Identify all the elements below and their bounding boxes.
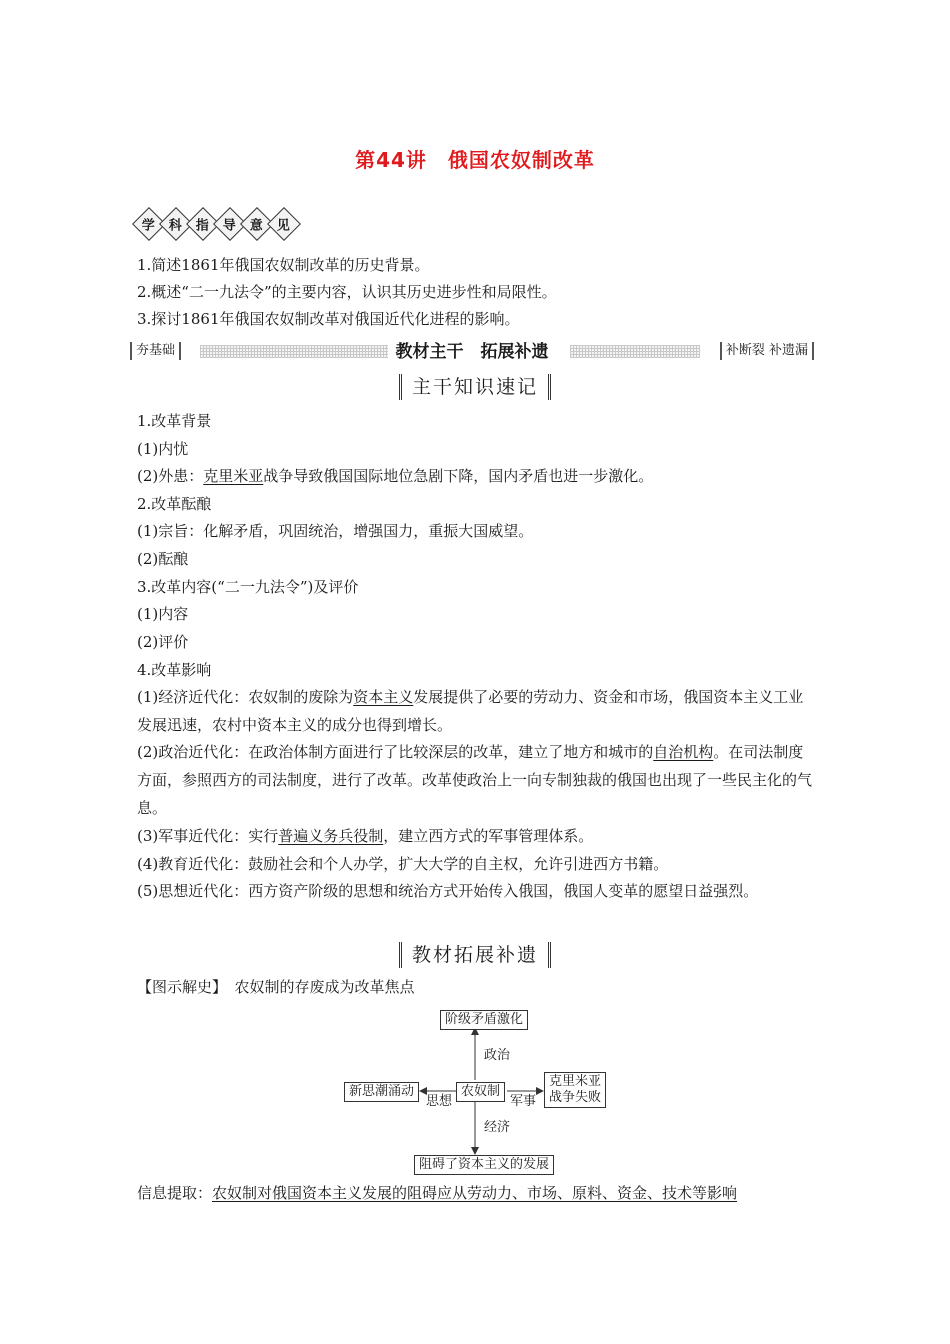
paragraph: (5)思想近代化：西方资产阶级的思想和统治方式开始传入俄国，俄国人变革的愿望日益强烈。 bbox=[137, 882, 759, 900]
guide-item: 1.简述1861年俄国农奴制改革的历史背景。 bbox=[137, 256, 430, 274]
diagram-label-economy: 经济 bbox=[484, 1120, 511, 1135]
guide-item: 2.概述“二一九法令”的主要内容，认识其历史进步性和局限性。 bbox=[137, 283, 557, 301]
badge-char: 意 bbox=[250, 218, 264, 234]
text-line: (1)内容 bbox=[137, 605, 189, 623]
paragraph: (4)教育近代化：鼓励社会和个人办学，扩大大学的自主权，允许引进西方书籍。 bbox=[137, 855, 669, 873]
paragraph: (3)军事近代化：实行普遍义务兵役制，建立西方式的军事管理体系。 bbox=[137, 827, 594, 845]
guide-item: 3.探讨1861年俄国农奴制改革对俄国近代化进程的影响。 bbox=[137, 310, 520, 328]
diagram-node-right: 克里米亚 战争失败 bbox=[544, 1072, 606, 1108]
text-line: 4.改革影响 bbox=[137, 661, 212, 679]
text-line: (2)外患：克里米亚战争导致俄国国际地位急剧下降，国内矛盾也进一步激化。 bbox=[137, 467, 654, 485]
diagram-node-top: 阶级矛盾激化 bbox=[440, 1010, 528, 1030]
text-line: (1)内忧 bbox=[137, 440, 189, 458]
text-line: 2.改革酝酿 bbox=[137, 495, 212, 513]
underlined-term: 资本主义 bbox=[353, 688, 414, 706]
text-line: (2)酝酿 bbox=[137, 550, 189, 568]
badge-char: 学 bbox=[142, 218, 156, 234]
badge-char: 导 bbox=[223, 218, 237, 234]
info-extraction: 信息提取：农奴制对俄国资本主义发展的阻碍应从劳动力、市场、原料、资金、技术等影响 bbox=[137, 1184, 738, 1202]
paragraph: (2)政治近代化：在政治体制方面进行了比较深层的改革，建立了地方和城市的自治机构。在司法制度方面，参照西方的司法制度，进行了改革。改革使政治上一向专制独裁的俄国也出现了一些民主化的气息。 bbox=[137, 743, 813, 817]
underlined-term: 普遍义务兵役制 bbox=[278, 827, 384, 845]
underlined-term: 自治机构 bbox=[653, 743, 714, 761]
text-line: 3.改革内容(“二一九法令”)及评价 bbox=[137, 578, 359, 596]
underlined-term: 克里米亚 bbox=[203, 467, 264, 485]
figure-caption: 【图示解史】 农奴制的存废成为改革焦点 bbox=[137, 978, 415, 996]
diagram-label-thought: 思想 bbox=[426, 1094, 453, 1109]
paragraph: (1)经济近代化：农奴制的废除为资本主义发展提供了必要的劳动力、资金和市场，俄国资本主义工业发展迅速，农村中资本主义的成分也得到增长。 bbox=[137, 688, 804, 734]
section-title-extension: 教材拓展补遗 bbox=[399, 942, 551, 968]
text-line: 1.改革背景 bbox=[137, 412, 212, 430]
badge-char: 指 bbox=[196, 218, 210, 234]
badge-char: 见 bbox=[277, 218, 291, 234]
text-line: (2)评价 bbox=[137, 633, 189, 651]
guide-badge bbox=[137, 212, 299, 238]
badge-char: 科 bbox=[169, 218, 183, 234]
serfdom-diagram bbox=[340, 1004, 610, 1174]
band-right-tag: 补断裂 补遗漏 bbox=[720, 342, 814, 360]
underlined-term: 农奴制对俄国资本主义发展的阻碍应从劳动力、市场、原料、资金、技术等影响 bbox=[212, 1184, 738, 1202]
diagram-node-bottom: 阻碍了资本主义的发展 bbox=[414, 1155, 554, 1175]
diagram-label-military: 军事 bbox=[510, 1094, 537, 1109]
band-center-title: 教材主干 拓展补遗 bbox=[388, 342, 557, 362]
diagram-label-politics: 政治 bbox=[484, 1048, 511, 1063]
section-band bbox=[130, 340, 814, 364]
section-title-main: 主干知识速记 bbox=[399, 374, 551, 400]
text-line: (1)宗旨：化解矛盾，巩固统治，增强国力，重振大国威望。 bbox=[137, 522, 534, 540]
band-left-tag: 夯基础 bbox=[130, 342, 181, 360]
diagram-node-left: 新思潮涌动 bbox=[344, 1082, 419, 1102]
page-title: 第44讲 俄国农奴制改革 bbox=[355, 148, 595, 172]
diagram-node-center: 农奴制 bbox=[456, 1082, 505, 1102]
